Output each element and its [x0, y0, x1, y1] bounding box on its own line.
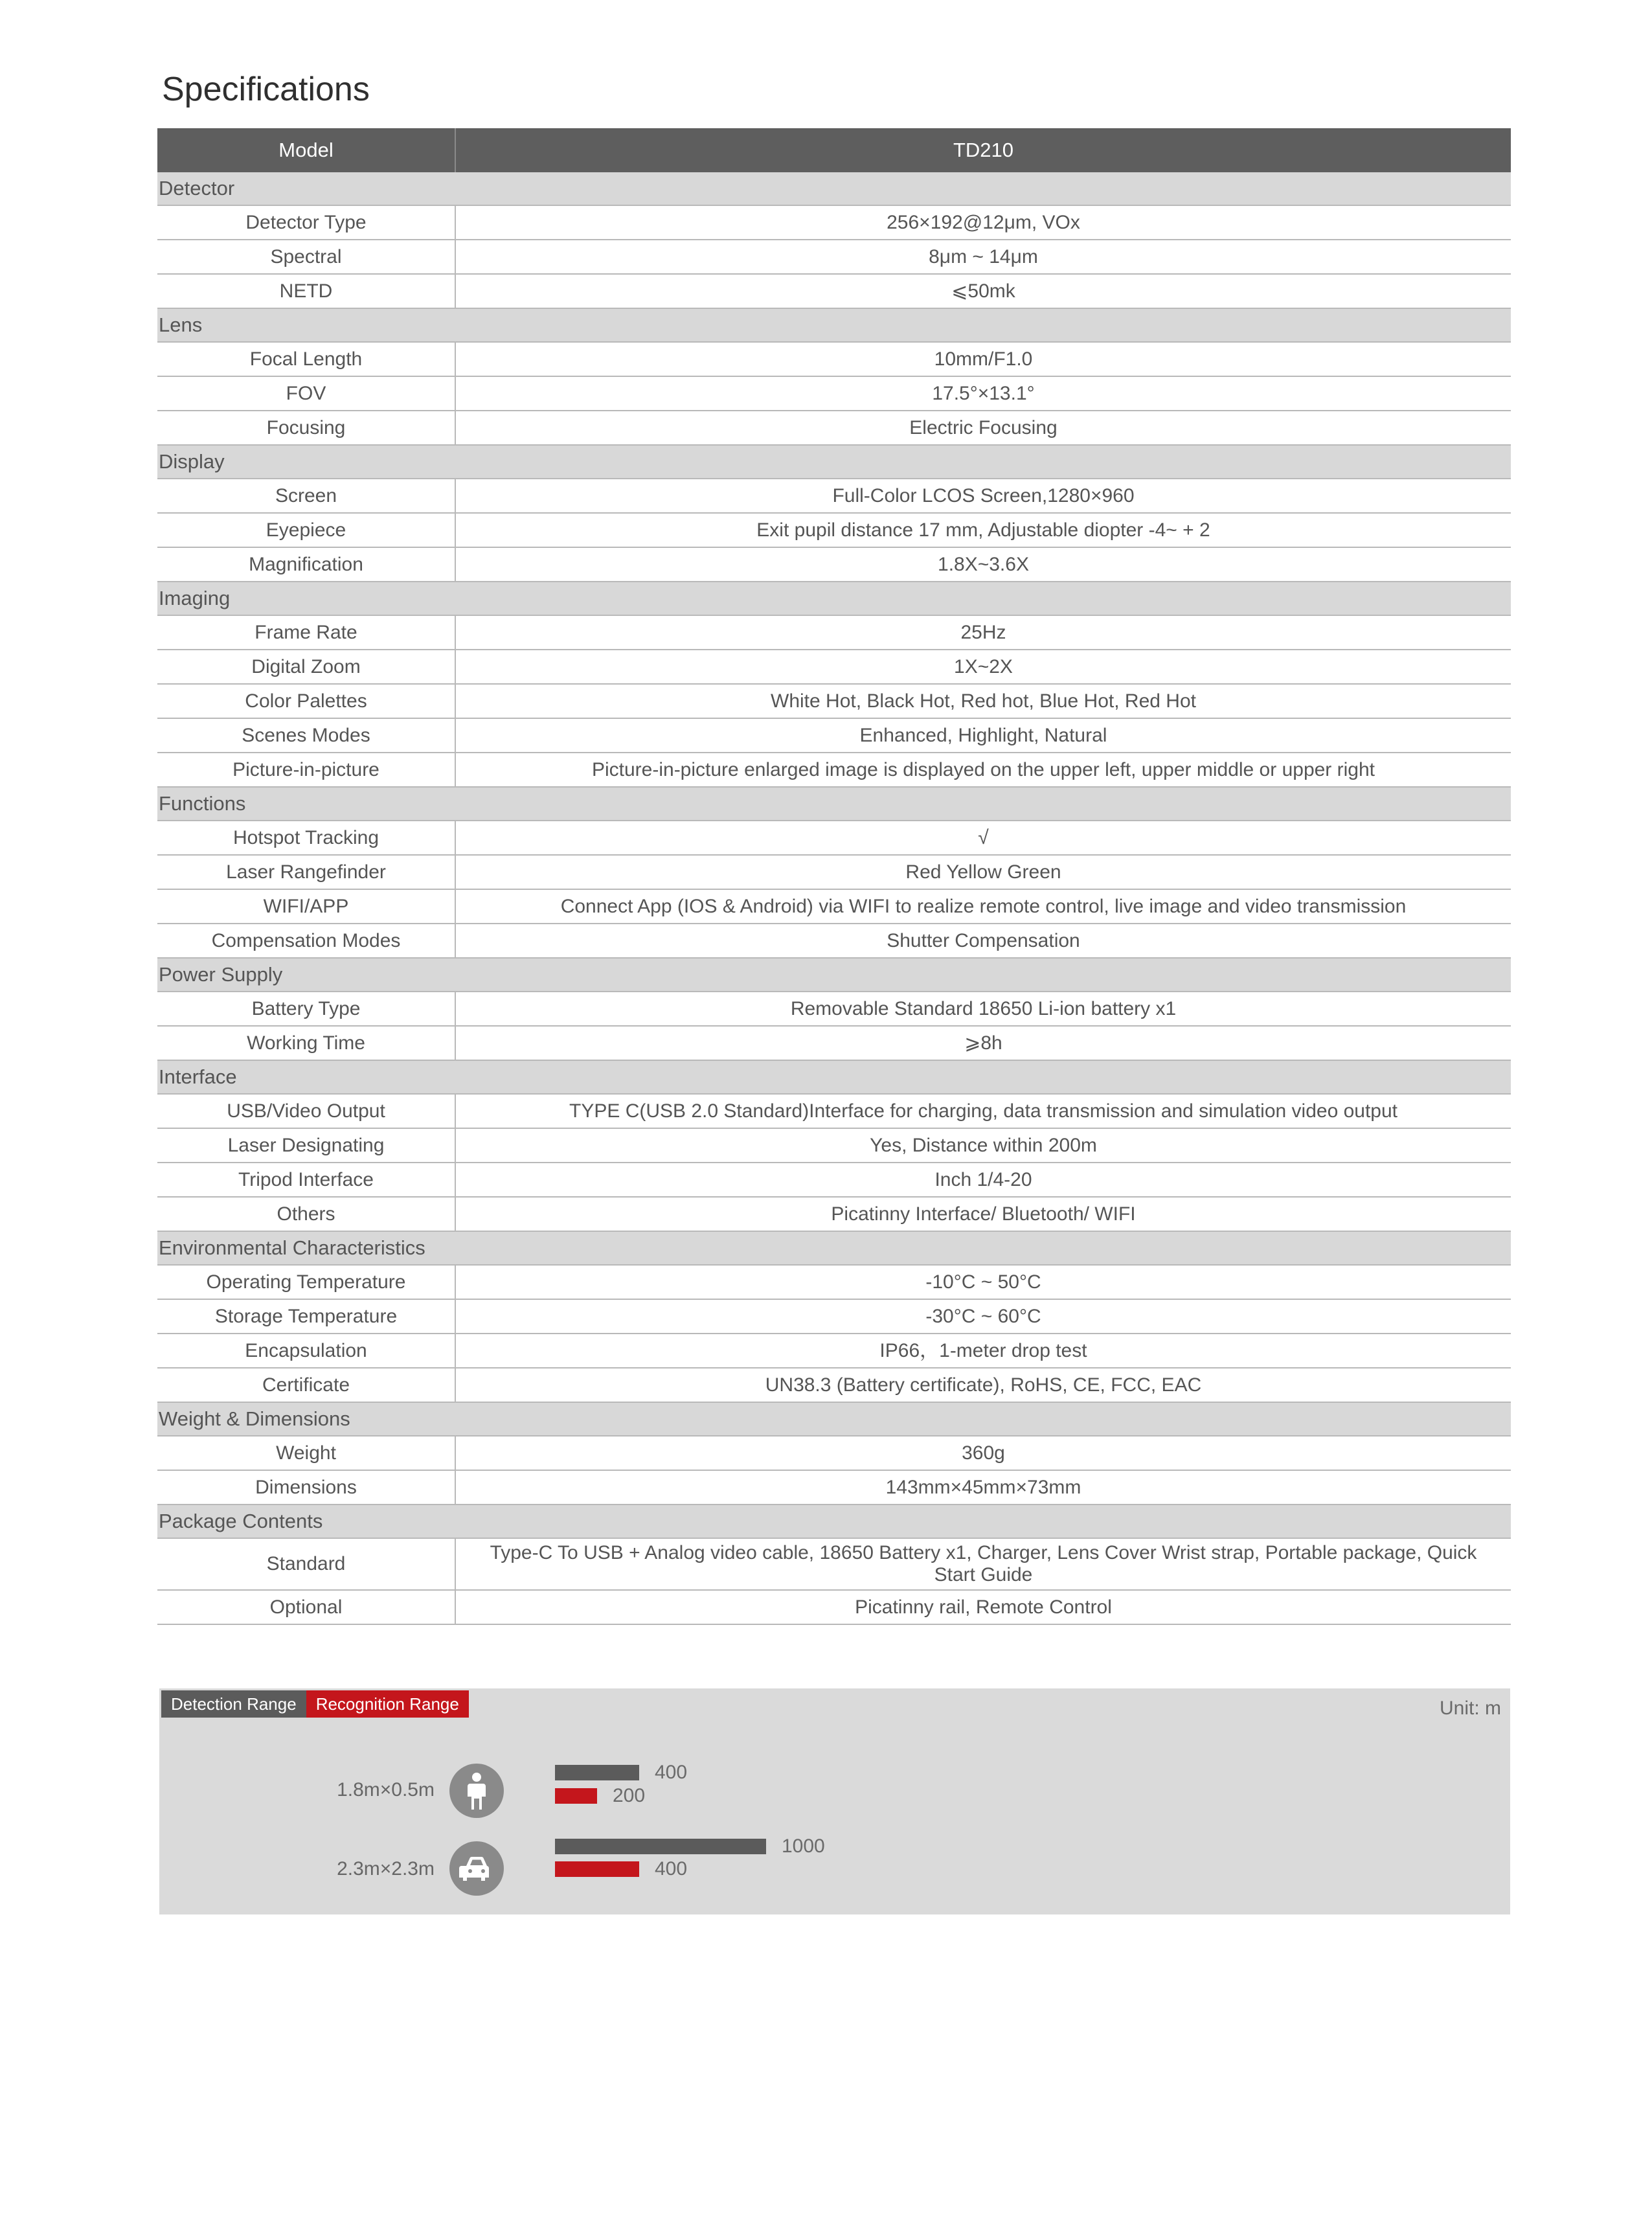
page-title: Specifications [162, 71, 370, 108]
table-row [157, 274, 1511, 308]
table-row [157, 1094, 1511, 1128]
legend-detection: Detection Range [161, 1690, 306, 1718]
spec-label: Certificate [157, 1368, 455, 1402]
section-title: Power Supply [157, 958, 1511, 992]
table-row [157, 1590, 1511, 1624]
value-detection-car: 1000 [782, 1835, 825, 1857]
spec-label: Battery Type [157, 992, 455, 1026]
section-header [157, 787, 1511, 821]
table-row [157, 889, 1511, 924]
car-icon [449, 1841, 504, 1896]
spec-value: Yes, Distance within 200m [455, 1128, 1511, 1163]
spec-value: 256×192@12μm, VOx [455, 205, 1511, 240]
spec-value: ⩽50mk [455, 274, 1511, 308]
section-header [157, 308, 1511, 342]
section-title: Functions [157, 787, 1511, 821]
value-recognition-car: 400 [655, 1858, 688, 1880]
table-row [157, 1436, 1511, 1470]
section-title: Detector [157, 172, 1511, 205]
section-header [157, 1060, 1511, 1094]
person-icon [449, 1764, 504, 1818]
spec-label: WIFI/APP [157, 889, 455, 924]
spec-value: Connect App (IOS & Android) via WIFI to realize remote control, live image and video transmission [455, 889, 1511, 924]
section-header [157, 958, 1511, 992]
spec-value: 8μm ~ 14μm [455, 240, 1511, 274]
section-header [157, 1505, 1511, 1538]
bar-recognition-person [555, 1788, 597, 1804]
spec-label: Tripod Interface [157, 1163, 455, 1197]
spec-value: 360g [455, 1436, 1511, 1470]
section-header [157, 582, 1511, 615]
section-header [157, 1231, 1511, 1265]
section-title: Lens [157, 308, 1511, 342]
spec-label: Eyepiece [157, 513, 455, 547]
table-row [157, 411, 1511, 445]
section-title: Imaging [157, 582, 1511, 615]
value-recognition-person: 200 [613, 1785, 646, 1806]
spec-label: Standard [157, 1538, 455, 1590]
table-row [157, 684, 1511, 718]
table-row [157, 1368, 1511, 1402]
section-header [157, 172, 1511, 205]
section-title: Display [157, 445, 1511, 479]
spec-value: Red Yellow Green [455, 855, 1511, 889]
table-row [157, 547, 1511, 582]
spec-label: Laser Designating [157, 1128, 455, 1163]
spec-value: -10°C ~ 50°C [455, 1265, 1511, 1299]
range-panel [159, 1688, 1510, 1914]
spec-label: Picture-in-picture [157, 753, 455, 787]
spec-label: FOV [157, 376, 455, 411]
target-size-car: 2.3m×2.3m [337, 1858, 435, 1880]
spec-value: Shutter Compensation [455, 924, 1511, 958]
spec-value: ⩾8h [455, 1026, 1511, 1060]
section-title: Package Contents [157, 1505, 1511, 1538]
spec-value: √ [455, 821, 1511, 855]
spec-label: Optional [157, 1590, 455, 1624]
table-row [157, 1265, 1511, 1299]
spec-label: Scenes Modes [157, 718, 455, 753]
spec-value: 25Hz [455, 615, 1511, 650]
spec-label: Storage Temperature [157, 1299, 455, 1334]
table-row [157, 753, 1511, 787]
spec-value: Full-Color LCOS Screen,1280×960 [455, 479, 1511, 513]
spec-label: Hotspot Tracking [157, 821, 455, 855]
spec-label: Magnification [157, 547, 455, 582]
spec-value: Removable Standard 18650 Li-ion battery x1 [455, 992, 1511, 1026]
spec-label: Laser Rangefinder [157, 855, 455, 889]
table-row [157, 1026, 1511, 1060]
spec-label: Screen [157, 479, 455, 513]
table-row [157, 1299, 1511, 1334]
spec-label: Weight [157, 1436, 455, 1470]
spec-label: Encapsulation [157, 1334, 455, 1368]
spec-label: Detector Type [157, 205, 455, 240]
table-row [157, 1334, 1511, 1368]
table-row [157, 1197, 1511, 1231]
unit-label: Unit: m [1439, 1698, 1501, 1719]
spec-value: UN38.3 (Battery certificate), RoHS, CE, FCC, EAC [455, 1368, 1511, 1402]
target-size-person: 1.8m×0.5m [337, 1779, 435, 1800]
header-model-value: TD210 [455, 128, 1511, 172]
table-row [157, 1538, 1511, 1590]
table-row [157, 240, 1511, 274]
spec-value: -30°C ~ 60°C [455, 1299, 1511, 1334]
table-row [157, 718, 1511, 753]
header-model: Model [157, 128, 455, 172]
spec-value: Inch 1/4-20 [455, 1163, 1511, 1197]
table-row [157, 650, 1511, 684]
spec-label: Working Time [157, 1026, 455, 1060]
spec-value: 17.5°×13.1° [455, 376, 1511, 411]
table-row [157, 1128, 1511, 1163]
table-row [157, 479, 1511, 513]
spec-label: Spectral [157, 240, 455, 274]
spec-value: 1X~2X [455, 650, 1511, 684]
spec-label: Focusing [157, 411, 455, 445]
spec-label: Others [157, 1197, 455, 1231]
spec-label: NETD [157, 274, 455, 308]
spec-value: Picture-in-picture enlarged image is displayed on the upper left, upper middle or upper right [455, 753, 1511, 787]
spec-value: IP66，1-meter drop test [455, 1334, 1511, 1368]
spec-value: White Hot, Black Hot, Red hot, Blue Hot, Red Hot [455, 684, 1511, 718]
table-row [157, 855, 1511, 889]
section-title: Weight & Dimensions [157, 1402, 1511, 1436]
spec-value: 10mm/F1.0 [455, 342, 1511, 376]
table-row [157, 924, 1511, 958]
table-row [157, 342, 1511, 376]
spec-label: Dimensions [157, 1470, 455, 1505]
spec-value: Type-C To USB + Analog video cable, 18650 Battery x1, Charger, Lens Cover Wrist strap, Portable package, Quick Start Guide [455, 1538, 1511, 1590]
bar-detection-car [555, 1839, 766, 1854]
spec-table [157, 128, 1511, 1625]
spec-value: 143mm×45mm×73mm [455, 1470, 1511, 1505]
spec-value: Electric Focusing [455, 411, 1511, 445]
spec-value: Picatinny rail, Remote Control [455, 1590, 1511, 1624]
section-title: Environmental Characteristics [157, 1231, 1511, 1265]
section-title: Interface [157, 1060, 1511, 1094]
value-detection-person: 400 [655, 1762, 688, 1783]
spec-label: Focal Length [157, 342, 455, 376]
spec-label: Operating Temperature [157, 1265, 455, 1299]
spec-label: Color Palettes [157, 684, 455, 718]
table-row [157, 205, 1511, 240]
bar-recognition-car [555, 1861, 639, 1877]
table-row [157, 1470, 1511, 1505]
range-legend [161, 1690, 469, 1718]
spec-value: 1.8X~3.6X [455, 547, 1511, 582]
spec-label: USB/Video Output [157, 1094, 455, 1128]
spec-value: Exit pupil distance 17 mm, Adjustable diopter -4~ + 2 [455, 513, 1511, 547]
legend-recognition: Recognition Range [306, 1690, 469, 1718]
spec-label: Compensation Modes [157, 924, 455, 958]
spec-label: Frame Rate [157, 615, 455, 650]
table-row [157, 513, 1511, 547]
section-header [157, 1402, 1511, 1436]
table-row [157, 376, 1511, 411]
table-header-row [157, 128, 1511, 172]
bar-detection-person [555, 1765, 639, 1780]
table-row [157, 992, 1511, 1026]
spec-value: TYPE C(USB 2.0 Standard)Interface for charging, data transmission and simulation video output [455, 1094, 1511, 1128]
table-row [157, 821, 1511, 855]
table-row [157, 615, 1511, 650]
section-header [157, 445, 1511, 479]
spec-label: Digital Zoom [157, 650, 455, 684]
spec-value: Picatinny Interface/ Bluetooth/ WIFI [455, 1197, 1511, 1231]
table-row [157, 1163, 1511, 1197]
spec-value: Enhanced, Highlight, Natural [455, 718, 1511, 753]
